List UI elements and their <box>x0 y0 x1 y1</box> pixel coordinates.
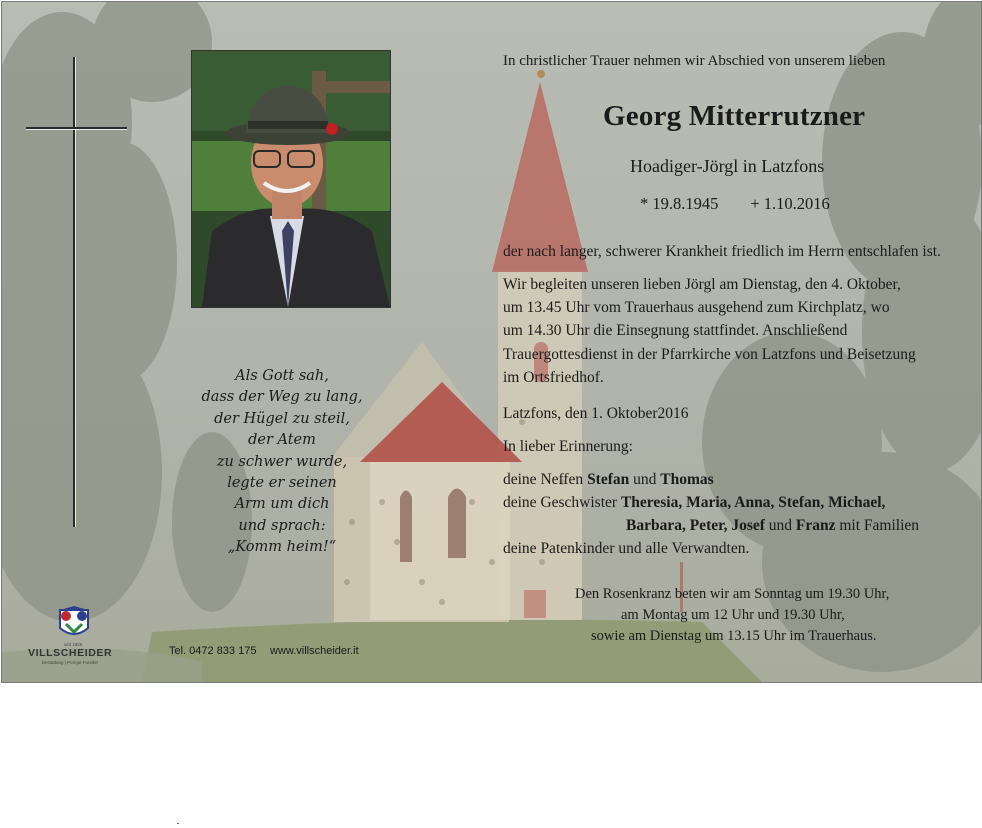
funeral-line: um 14.30 Uhr die Einsegnung stattfindet. Anschließend <box>503 322 848 340</box>
rosary-line: am Montag um 12 Uhr und 19.30 Uhr, <box>621 607 845 623</box>
funeral-details <box>503 273 916 389</box>
website-link[interactable]: www.villscheider.it <box>270 645 359 657</box>
siblings-prefix: deine Geschwister <box>503 494 618 511</box>
poem-line: Arm um dich <box>234 496 330 513</box>
funeral-line: Wir begleiten unseren lieben Jörgl am Dienstag, den 4. Oktober, <box>503 276 901 293</box>
phone-number: Tel. 0472 833 175 <box>169 645 257 657</box>
logo-established: seit 1925 <box>64 642 83 647</box>
deceased-nickname: Hoadiger-Jörgl in Latzfons <box>630 156 825 176</box>
poem <box>192 366 372 559</box>
poem-line: dass der Weg zu lang, <box>201 389 363 406</box>
death-date: + 1.10.2016 <box>750 194 830 213</box>
funeral-line: im Ortsfriedhof. <box>503 368 604 386</box>
deceased-name: Georg Mitterrutzner <box>603 100 866 132</box>
family-nephews <box>503 468 919 491</box>
cross-icon-bar <box>26 127 127 129</box>
family-godchildren: deine Patenkinder und alle Verwandten. <box>503 540 750 557</box>
poem-line: legte er seinen <box>227 475 337 492</box>
poem-line: und sprach: <box>238 517 326 534</box>
poem-line: zu schwer wurde, <box>216 453 348 470</box>
funeral-line: Trauergottesdienst in der Pfarrkirche von Latzfons und Beisetzung <box>503 345 916 363</box>
family-list <box>503 468 919 560</box>
rosary-info <box>575 584 889 647</box>
sibling-name: Franz <box>795 517 836 534</box>
poem-line: Als Gott sah, <box>235 368 329 384</box>
birth-date: * 19.8.1945 <box>640 194 719 213</box>
life-dates <box>640 194 830 214</box>
poem-line: der Atem <box>248 432 316 449</box>
sibling-names: Barbara, Peter, Josef <box>626 517 765 534</box>
logo-name: VILLSCHEIDER <box>28 647 113 659</box>
family-siblings <box>503 491 919 514</box>
obituary-card <box>1 1 982 683</box>
memory-heading: In lieber Erinnerung: <box>503 438 633 455</box>
siblings-suffix: mit Familien <box>839 517 920 534</box>
logo-tagline: Bestattung | Pompe Funebri <box>42 660 98 665</box>
funeral-line: um 13.45 Uhr vom Trauerhaus ausgehend zum Kirchplatz, wo <box>503 299 890 317</box>
villscheider-logo-icon <box>26 606 122 646</box>
passing-text: der nach langer, schwerer Krankheit friedlich im Herrn entschlafen ist. <box>503 243 941 260</box>
sibling-names: Theresia, Maria, Anna, Stefan, Michael, <box>620 494 886 511</box>
rosary-line: Den Rosenkranz beten wir am Sonntag um 19.30 Uhr, <box>575 586 890 602</box>
nephew-name: Stefan <box>587 471 630 488</box>
conjunction: und <box>768 517 793 534</box>
conjunction: und <box>633 471 657 488</box>
nephews-prefix: deine Neffen <box>503 471 584 488</box>
intro-text: In christlicher Trauer nehmen wir Abschied von unserem lieben <box>503 53 886 69</box>
portrait-photo <box>191 50 391 308</box>
family-siblings-cont <box>503 514 919 537</box>
poem-line: der Hügel zu steil, <box>214 410 350 427</box>
nephew-name: Thomas <box>660 471 714 488</box>
rosary-line: sowie am Dienstag um 13.15 Uhr im Trauerhaus. <box>591 628 877 644</box>
stray-mark <box>177 823 179 824</box>
poem-line: „Komm heim!“ <box>227 539 337 556</box>
place-date: Latzfons, den 1. Oktober2016 <box>503 405 689 422</box>
